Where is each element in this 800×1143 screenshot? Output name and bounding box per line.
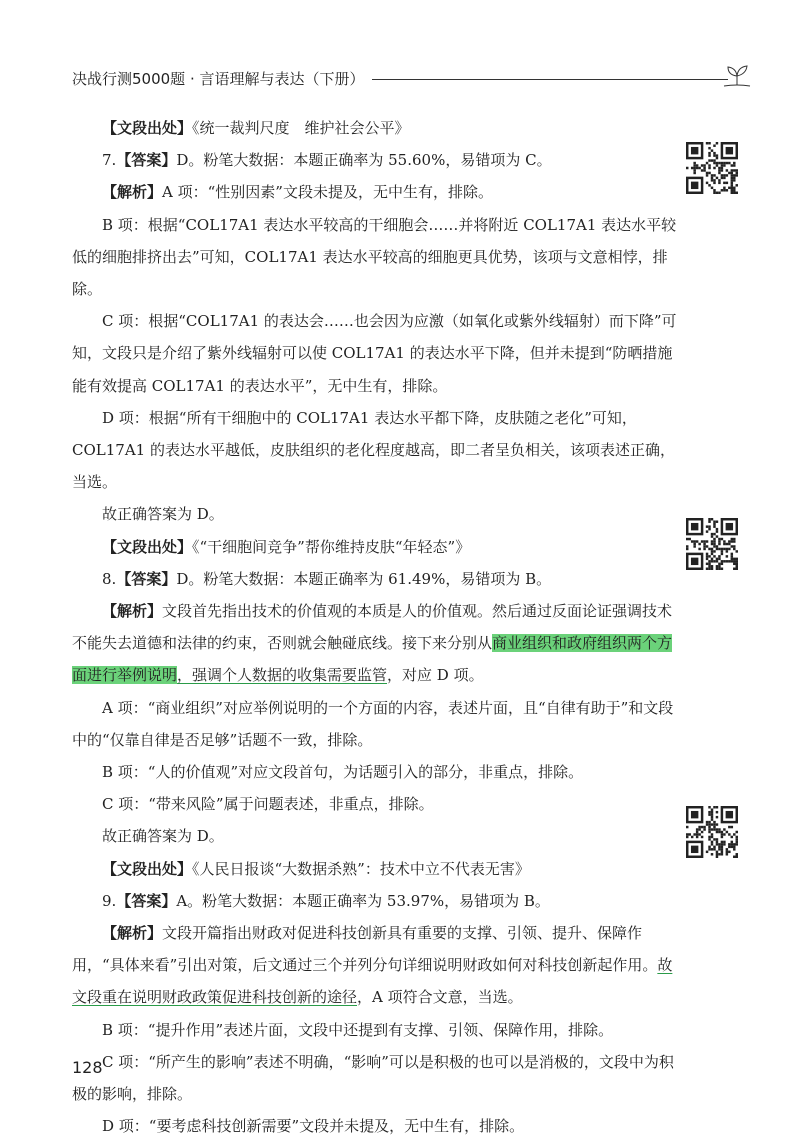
source-paragraph: 【文段出处】《人民日报谈“大数据杀熟”：技术中立不代表无害》 (102, 859, 530, 878)
source-paragraph: 【文段出处】《统一裁判尺度 维护社会公平》 (102, 119, 410, 137)
highlighted-text: 商业组织和政府组织两个方面进行举例说明 (72, 634, 673, 685)
conclusion-paragraph: 故正确答案为 D。 (102, 505, 224, 524)
analysis-paragraph: 【解析】文段开篇指出财政对促进科技创新具有重要的支撑、引领、提升、保障作用，“具体来看”引出对策，后文通过三个并列分句详细说明财政如何对科技创新起作用。故文段重在说明财政政策促进科技创新的途径，A 项符合文意，当选。 (72, 924, 673, 1007)
sprout-icon (722, 62, 752, 90)
answer-explanations (72, 112, 686, 1143)
answer-paragraph: 8.【答案】D。粉笔大数据：本题正确率为 61.49%，易错项为 B。 (102, 569, 552, 588)
page-number: 128 (72, 1058, 103, 1077)
qr-code[interactable] (686, 142, 738, 194)
source-paragraph: 【文段出处】《“干细胞间竞争”帮你维持皮肤“年轻态”》 (102, 537, 471, 556)
qr-code[interactable] (686, 518, 738, 570)
option-paragraph: D 项：根据“所有干细胞中的 COL17A1 表达水平都下降，皮肤随之老化”可知，COL17A1 的表达水平越低，皮肤组织的老化程度越高，即二者呈负相关，该项表述正确，当选。 (72, 408, 675, 492)
option-paragraph: B 项：“提升作用”表述片面，文段中还提到有支撑、引领、保障作用，排除。 (102, 1020, 614, 1039)
option-paragraph: B 项：“人的价值观”对应文段首句，为话题引入的部分，非重点，排除。 (102, 763, 584, 782)
qr-code[interactable] (686, 806, 738, 858)
option-paragraph: A 项：“商业组织”对应举例说明的一个方面的内容，表述片面，且“自律有助于”和文段中的“仅靠自律是否足够”话题不一致，排除。 (72, 698, 674, 749)
analysis-paragraph: 【解析】文段首先指出技术的价值观的本质是人的价值观。然后通过反面论证强调技术不能失去道德和法律的约束，否则就会触碰底线。接下来分别从商业组织和政府组织两个方面进行举例说明，强调个人数据的收集需要监管，对应 D 项。 (72, 602, 673, 685)
conclusion-paragraph: 故正确答案为 D。 (102, 827, 224, 846)
option-paragraph: C 项：根据“COL17A1 的表达会……也会因为应激（如氧化或紫外线辐射）而下降”可知，文段只是介绍了紫外线辐射可以使 COL17A1 的表达水平下降，但并未提到“防晒措施能有效提高 COL17A1 的表达水平”，无中生有，排除。 (72, 312, 677, 395)
analysis-paragraph: 【解析】A 项：“性别因素”文段未提及，无中生有，排除。 (102, 183, 493, 202)
underlined-text: ，强调个人数据的收集需要监管 (177, 666, 388, 685)
option-paragraph: C 项：“所产生的影响”表述不明确，“影响”可以是积极的也可以是消极的，文段中为积极的影响，排除。 (72, 1052, 674, 1104)
page-header (72, 62, 752, 92)
book-title: 决战行测5000题 · 言语理解与表达（下册） (72, 68, 372, 89)
answer-paragraph: 7.【答案】D。粉笔大数据：本题正确率为 55.60%，易错项为 C。 (102, 151, 552, 170)
option-paragraph: B 项：根据“COL17A1 表达水平较高的干细胞会……并将附近 COL17A1 表达水平较低的细胞排挤出去”可知，COL17A1 表达水平较高的细胞更具优势，该项与文意相悖，排除。 (72, 215, 677, 299)
option-paragraph: C 项：“带来风险”属于问题表述，非重点，排除。 (102, 795, 434, 814)
answer-paragraph: 9.【答案】A。粉笔大数据：本题正确率为 53.97%，易错项为 B。 (102, 891, 550, 910)
option-paragraph: D 项：“要考虑科技创新需要”文段并未提及，无中生有，排除。 (102, 1117, 525, 1136)
underlined-text: 故文段重在说明财政政策促进科技创新的途径 (72, 956, 673, 1007)
